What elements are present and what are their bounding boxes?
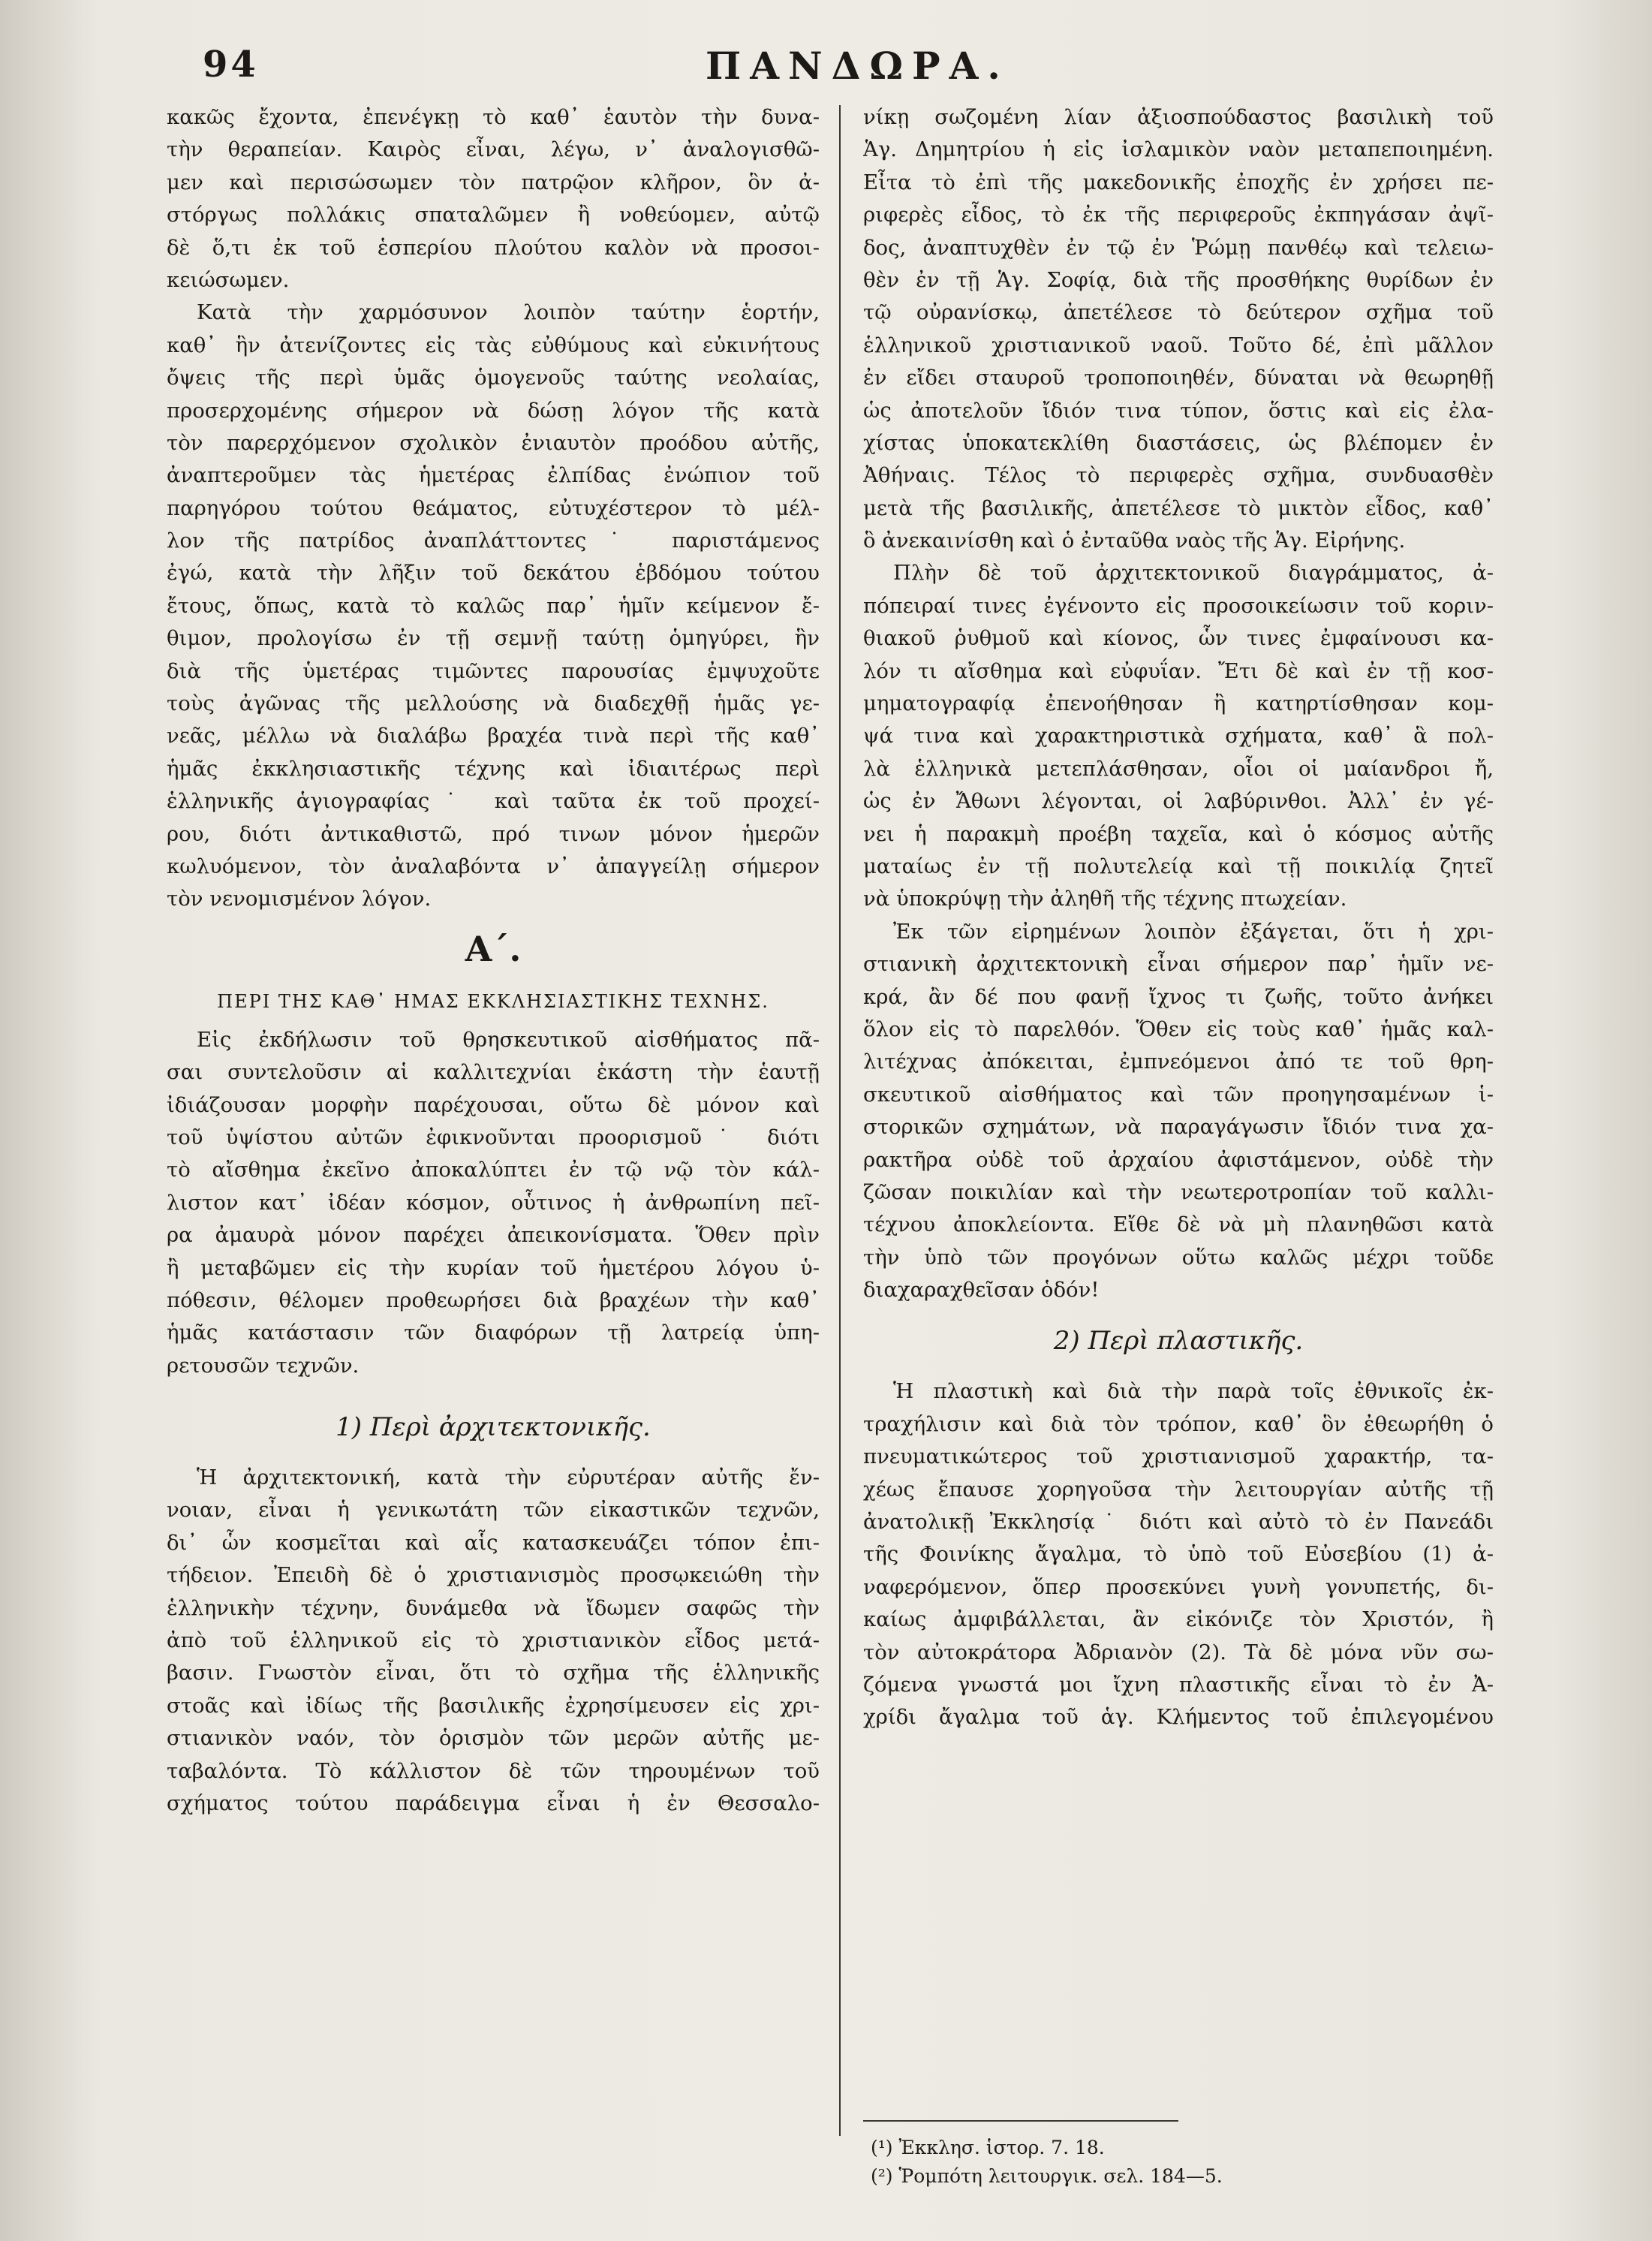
- text-line: τὸν παρερχόμενον σχολικὸν ἐνιαυτὸν προόδου αὐτῆς,: [167, 430, 820, 455]
- text-line: ψά τινα καὶ χαρακτηριστικὰ σχήματα, καθ᾽ ἃ πολ-: [863, 724, 1494, 749]
- text-line: δι᾽ ὧν κοσμεῖται καὶ αἷς κατασκευάζει τόπον ἐπι-: [167, 1530, 820, 1555]
- text-line: Πλὴν δὲ τοῦ ἀρχιτεκτονικοῦ διαγράμματος, ἀ-: [893, 561, 1494, 586]
- text-line: Κατὰ τὴν χαρμόσυνον λοιπὸν ταύτην ἑορτήν,: [197, 300, 820, 325]
- text-line: ρου, διότι ἀντικαθιστῶ, πρό τινων μόνον ἡμερῶν: [167, 821, 820, 846]
- text-line: καθ᾽ ἣν ἀτενίζοντες εἰς τὰς εὐθύμους καὶ εὐκινήτους: [167, 333, 820, 357]
- text-line: τραχήλισιν καὶ διὰ τὸν τρόπον, καθ᾽ ὃν ἐθεωρήθη ὁ: [863, 1411, 1494, 1436]
- text-line: προσερχομένης σήμερον νὰ δώσῃ λόγον τῆς κατὰ: [167, 398, 820, 423]
- text-line: θιακοῦ ῥυθμοῦ καὶ κίονος, ὧν τινες ἐμφαίνουσι κα-: [863, 626, 1494, 651]
- intro-paragraph: [167, 101, 820, 297]
- text-line: ἡμᾶς κατάστασιν τῶν διαφόρων τῇ λατρείᾳ ὑπη-: [167, 1321, 820, 1345]
- text-line: στοᾶς καὶ ἰδίως τῆς βασιλικῆς ἐχρησίμευσεν εἰς χρι-: [167, 1693, 820, 1718]
- text-line: νοιαν, εἶναι ἡ γενικωτάτη τῶν εἰκαστικῶν τεχνῶν,: [167, 1498, 820, 1523]
- basilica-paragraph: [863, 101, 1494, 557]
- text-line: ριφερὲς εἶδος, τὸ ἐκ τῆς περιφεροῦς ἐκπηγάσαν ἀψῖ-: [863, 203, 1494, 227]
- text-line: Εἰς ἐκδήλωσιν τοῦ θρησκευτικοῦ αἰσθήματος πᾶ-: [197, 1027, 820, 1052]
- text-line: ζόμενα γνωστά μοι ἴχνη πλαστικῆς εἶναι τὸ ἐν Ἀ-: [863, 1672, 1494, 1697]
- text-line: κακῶς ἔχοντα, ἐπενέγκῃ τὸ καθ᾽ ἑαυτὸν τὴν δυνα-: [167, 105, 820, 129]
- text-line: δὲ ὅ,τι ἐκ τοῦ ἑσπερίου πλούτου καλὸν νὰ προσοι-: [167, 235, 820, 260]
- text-line: ἢ μεταβῶμεν εἰς τὴν κυρίαν τοῦ ἡμετέρου λόγου ὑ-: [167, 1255, 820, 1280]
- text-line: ναφερόμενον, ὅπερ προσεκύνει γυνὴ γονυπετής, δι-: [863, 1574, 1494, 1599]
- text-line: λὰ ἑλληνικὰ μετεπλάσθησαν, οἷοι οἱ μαίανδροι ἤ,: [863, 756, 1494, 781]
- text-line: θὲν ἐν τῇ Ἁγ. Σοφίᾳ, διὰ τῆς προσθήκης θυρίδων ἐν: [863, 267, 1494, 292]
- architecture-paragraph: [167, 1462, 820, 1820]
- footnote-2: (²) Ῥομπότη λειτουργικ. σελ. 184—5.: [871, 2165, 1223, 2187]
- text-line: ρακτῆρα οὐδὲ τοῦ ἀρχαίου ἀφιστάμενον, οὐδὲ τὴν: [863, 1147, 1494, 1172]
- sculpture-paragraph: [863, 1375, 1494, 1733]
- text-line: διαχαραχθεῖσαν ὁδόν!: [863, 1278, 1100, 1303]
- text-line: ἐγώ, κατὰ τὴν λῆξιν τοῦ δεκάτου ἑβδόμου τούτου: [167, 561, 820, 586]
- text-line: πόθεσιν, θέλομεν προθεωρήσει διὰ βραχέων τὴν καθ᾽: [167, 1288, 820, 1312]
- page-number: 94: [203, 44, 259, 86]
- text-line: βασιν. Γνωστὸν εἶναι, ὅτι τὸ σχῆμα τῆς ἑλληνικῆς: [167, 1661, 820, 1685]
- text-line: στιανικὴ ἀρχιτεκτονικὴ εἶναι σήμερον παρ᾽ ἡμῖν νε-: [863, 952, 1494, 977]
- text-line: τέχνου ἀποκλείοντα. Εἴθε δὲ νὰ μὴ πλανηθῶσι κατὰ: [863, 1212, 1494, 1237]
- religious-art-paragraph: [167, 1024, 820, 1382]
- text-line: Εἶτα τὸ ἐπὶ τῆς μακεδονικῆς ἐποχῆς ἐν χρήσει πε-: [863, 170, 1494, 194]
- architecture-subheading: 1) Περὶ ἀρχιτεκτονικῆς.: [336, 1412, 651, 1443]
- conclusion-paragraph: [863, 916, 1494, 1307]
- text-line: δος, ἀναπτυχθὲν ἐν τῷ ἐν Ῥώμῃ πανθέῳ καὶ τελειω-: [863, 235, 1494, 260]
- text-line: τὴν ὑπὸ τῶν προγόνων οὕτω καλῶς μέχρι τοῦδε: [863, 1245, 1494, 1270]
- text-line: τῷ οὐρανίσκῳ, ἀπετέλεσε τὸ δεύτερον σχῆμα τοῦ: [863, 300, 1494, 325]
- text-line: παρηγόρου τούτου θεάματος, εὐτυχέστερον τὸ μέλ-: [167, 495, 820, 520]
- text-line: κρά, ἂν δέ που φανῇ ἴχνος τι ζωῆς, τοῦτο ἀνήκει: [863, 984, 1494, 1009]
- column-divider: [839, 105, 841, 2136]
- text-line: Ἁγ. Δημητρίου ἡ εἰς ἰσλαμικὸν ναὸν μεταπεποιημένη.: [863, 137, 1494, 162]
- text-line: ὅλον εἰς τὸ παρελθόν. Ὅθεν εἰς τοὺς καθ᾽ ἡμᾶς καλ-: [863, 1017, 1494, 1041]
- text-line: τὸν νενομισμένον λόγον.: [167, 887, 432, 911]
- text-line: νὰ ὑποκρύψῃ τὴν ἀληθῆ τῆς τέχνης πτωχείαν.: [863, 887, 1347, 911]
- text-line: πόπειραί τινες ἐγένοντο εἰς προσοικείωσιν τοῦ κοριν-: [863, 593, 1494, 618]
- text-line: μετὰ τῆς βασιλικῆς, ἀπετέλεσε τὸ μικτὸν εἶδος, καθ᾽: [863, 495, 1494, 520]
- text-line: ἀνατολικῇ Ἐκκλησίᾳ˙ διότι καὶ αὐτὸ τὸ ἐν Πανεάδι: [863, 1510, 1494, 1535]
- text-line: διὰ τῆς ὑμετέρας τιμῶντες παρουσίας ἐμψυχοῦτε: [167, 658, 820, 683]
- left-column: [167, 101, 820, 1820]
- text-line: λιτέχνας ἀπόκειται, ἐμπνεόμενοι ἀπό τε τοῦ θρη-: [863, 1050, 1494, 1074]
- text-line: Ἐκ τῶν εἰρημένων λοιπὸν ἐξάγεται, ὅτι ἡ χρι-: [893, 919, 1494, 944]
- text-line: ἀπὸ τοῦ ἑλληνικοῦ εἰς τὸ χριστιανικὸν εἶδος μετά-: [167, 1628, 820, 1653]
- text-line: ρα ἀμαυρὰ μόνον παρέχει ἀπεικονίσματα. Ὅθεν πρὶν: [167, 1223, 820, 1248]
- text-line: ἡμᾶς ἐκκλησιαστικῆς τέχνης καὶ ἰδιαιτέρως περὶ: [167, 756, 820, 781]
- text-line: σχήματος τούτου παράδειγμα εἶναι ἡ ἐν Θεσσαλο-: [167, 1791, 820, 1815]
- text-line: ἑλληνικὴν τέχνην, δυνάμεθα νὰ ἴδωμεν σαφῶς τὴν: [167, 1595, 820, 1620]
- text-line: σαι συντελοῦσιν αἱ καλλιτεχνίαι ἑκάστη τὴν ἑαυτῇ: [167, 1060, 820, 1085]
- text-line: τὸν αὐτοκράτορα Ἀδριανὸν (2). Τὰ δὲ μόνα νῦν σω-: [863, 1640, 1494, 1664]
- text-line: μηματογραφίᾳ ἐπενοήθησαν ἢ κατηρτίσθησαν κομ-: [863, 691, 1494, 716]
- text-line: σκευτικοῦ αἰσθήματος καὶ τῶν προηγησαμένων ἱ-: [863, 1082, 1494, 1107]
- text-line: ὃ ἀνεκαινίσθη καὶ ὁ ἐνταῦθα ναὸς τῆς Ἁγ. Εἰρήνης.: [863, 529, 1406, 553]
- text-line: ἀναπτεροῦμεν τὰς ἡμετέρας ἐλπίδας ἐνώπιον τοῦ: [167, 463, 820, 488]
- text-line: ματαίως ἐν τῇ πολυτελείᾳ καὶ τῇ ποικιλίᾳ ζητεῖ: [863, 854, 1494, 878]
- text-line: ταβαλόντα. Τὸ κάλλιστον δὲ τῶν τηρουμένων τοῦ: [167, 1758, 820, 1783]
- text-line: θιμον, προλογίσω ἐν τῇ σεμνῇ ταύτῃ ὁμηγύρει, ἣν: [167, 626, 820, 651]
- text-line: Ἡ πλαστικὴ καὶ διὰ τὴν παρὰ τοῖς ἐθνικοῖς ἐκ-: [893, 1379, 1494, 1404]
- text-line: κωλυόμενον, τὸν ἀναλαβόντα ν᾽ ἀπαγγείλῃ σήμερον: [167, 854, 820, 878]
- text-line: Ἡ ἀρχιτεκτονική, κατὰ τὴν εὐρυτέραν αὐτῆς ἔν-: [197, 1465, 820, 1490]
- text-line: στορικῶν σχημάτων, νὰ παραγάγωσιν ἴδιόν τινα χα-: [863, 1115, 1494, 1140]
- text-line: ἑλληνικοῦ χριστιανικοῦ ναοῦ. Τοῦτο δέ, ἐπὶ μᾶλλον: [863, 333, 1494, 357]
- text-line: ὡς ἐν Ἄθωνι λέγονται, οἱ λαβύρινθοι. Ἀλλ᾽ ἐν γέ-: [863, 789, 1494, 814]
- right-column: [863, 101, 1494, 1734]
- text-line: καίως ἀμφιβάλλεται, ἂν εἰκόνιζε τὸν Χριστόν, ἢ: [863, 1607, 1494, 1632]
- text-line: ἐν εἴδει σταυροῦ τροποποιηθέν, δύναται νὰ θεωρηθῇ: [863, 366, 1494, 390]
- text-line: τὸ αἴσθημα ἐκεῖνο ἀποκαλύπτει ἐν τῷ νῷ τὸν κάλ-: [167, 1158, 820, 1182]
- text-line: ἔτους, ὅπως, κατὰ τὸ καλῶς παρ᾽ ἡμῖν κείμενον ἔ-: [167, 593, 820, 618]
- text-line: χρίδι ἄγαλμα τοῦ ἁγ. Κλήμεντος τοῦ ἐπιλεγομένου: [863, 1705, 1494, 1730]
- section-heading: ΠΕΡΙ ΤΗΣ ΚΑΘ᾽ ΗΜΑΣ ΕΚΚΛΗΣΙΑΣΤΙΚΗΣ ΤΕΧΝΗΣ.: [217, 990, 769, 1012]
- footnote-rule: [863, 2120, 1178, 2122]
- text-line: τοὺς ἀγῶνας τῆς μελλούσης νὰ διαδεχθῇ ἡμᾶς γε-: [167, 691, 820, 716]
- text-line: τήδειον. Ἐπειδὴ δὲ ὁ χριστιανισμὸς προσῳκειώθη τὴν: [167, 1563, 820, 1588]
- text-line: λον τῆς πατρίδος ἀναπλάττοντες˙ παριστάμενος: [167, 529, 820, 553]
- ornament-paragraph: [863, 557, 1494, 915]
- section-mark: Α΄.: [465, 928, 522, 969]
- text-line: τοῦ ὑψίστου αὐτῶν ἐφικνοῦνται προορισμοῦ˙ διότι: [167, 1125, 820, 1149]
- text-line: τὴν θεραπείαν. Καιρὸς εἶναι, λέγω, ν᾽ ἀναλογισθῶ-: [167, 137, 820, 162]
- text-line: Ἀθήναις. Τέλος τὸ περιφερὲς σχῆμα, συνδυασθὲν: [863, 463, 1494, 488]
- text-line: ὡς ἀποτελοῦν ἴδιόν τινα τύπον, ὅστις καὶ εἰς ἐλα-: [863, 398, 1494, 423]
- sculpture-subheading: 2) Περὶ πλαστικῆς.: [1053, 1326, 1304, 1357]
- page-header: [0, 44, 1652, 104]
- text-line: χίστας ὑποκατεκλίθη διαστάσεις, ὡς βλέπομεν ἐν: [863, 430, 1494, 455]
- text-line: στιανικὸν ναόν, τὸν ὁρισμὸν τῶν μερῶν αὐτῆς με-: [167, 1726, 820, 1751]
- text-line: νίκῃ σωζομένη λίαν ἀξιοσπούδαστος βασιλικὴ τοῦ: [863, 105, 1494, 129]
- text-line: ὄψεις τῆς περὶ ὑμᾶς ὁμογενοῦς ταύτης νεολαίας,: [167, 366, 820, 390]
- text-line: κειώσωμεν.: [167, 267, 290, 292]
- text-line: χέως ἔπαυσε χορηγοῦσα τὴν λειτουργίαν αὐτῆς τῇ: [863, 1477, 1494, 1502]
- text-line: τῆς Φοινίκης ἄγαλμα, τὸ ὑπὸ τοῦ Εὐσεβίου (1) ἀ-: [863, 1542, 1494, 1567]
- text-line: ζῶσαν ποικιλίαν καὶ τὴν νεωτεροτροπίαν τοῦ καλλι-: [863, 1179, 1494, 1204]
- text-line: λιστον κατ᾽ ἰδέαν κόσμον, οὗτινος ἡ ἀνθρωπίνη πεῖ-: [167, 1190, 820, 1215]
- text-line: ρετουσῶν τεχνῶν.: [167, 1353, 360, 1378]
- opening-paragraph: [167, 297, 820, 915]
- text-line: ἑλληνικῆς ἁγιογραφίας˙ καὶ ταῦτα ἐκ τοῦ προχεί-: [167, 789, 820, 814]
- text-line: νεᾶς, μέλλω νὰ διαλάβω βραχέα τινὰ περὶ τῆς καθ᾽: [167, 724, 820, 749]
- text-line: πνευματικώτερος τοῦ χριστιανισμοῦ χαρακτήρ, τα-: [863, 1444, 1494, 1469]
- footnotes: [871, 2134, 1486, 2191]
- footnote-1: (¹) Ἐκκλησ. ἱστορ. 7. 18.: [871, 2137, 1105, 2158]
- text-line: λόν τι αἴσθημα καὶ εὐφυΐαν. Ἔτι δὲ καὶ ἐν τῇ κοσ-: [863, 658, 1494, 683]
- running-title: ΠΑΝΔΩΡΑ.: [706, 44, 1010, 88]
- text-line: νει ἡ παρακμὴ προέβη ταχεῖα, καὶ ὁ κόσμος αὐτῆς: [863, 821, 1494, 846]
- text-line: μεν καὶ περισώσωμεν τὸν πατρῷον κλῆρον, ὃν ἀ-: [167, 170, 820, 194]
- text-line: ἰδιάζουσαν μορφὴν παρέχουσαι, οὕτω δὲ μόνον καὶ: [167, 1092, 820, 1117]
- text-line: στόργως πολλάκις σπαταλῶμεν ἢ νοθεύομεν, αὐτῷ: [167, 203, 820, 227]
